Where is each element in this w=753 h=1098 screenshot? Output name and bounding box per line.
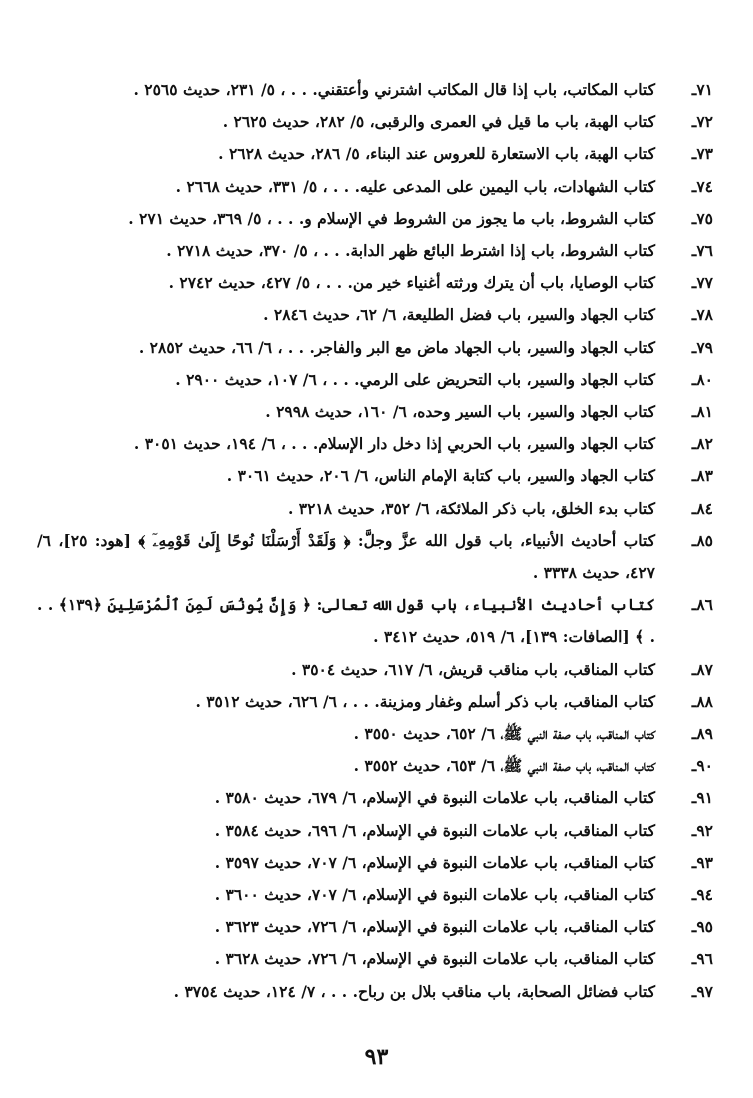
list-item [37, 203, 713, 235]
item-number: ٨٧ـ [691, 659, 713, 679]
list-item [37, 815, 713, 847]
item-text: كتاب المناقب، باب علامات النبوة في الإسلام، ٦/ ٧٢٦، حديث ٣٦٢٨ . [214, 949, 655, 969]
item-number: ٧٨ـ [691, 305, 713, 325]
list-item [37, 299, 713, 331]
item-text: كتاب الشهادات، باب اليمين على المدعى عليه. . . ، ٥/ ٣٣١، حديث ٢٦٦٨ . [175, 176, 655, 196]
list-item [37, 525, 713, 589]
item-number: ٩٦ـ [691, 949, 713, 969]
item-number: ٨٢ـ [691, 434, 713, 454]
item-number: ٨٣ـ [691, 466, 713, 486]
list-item [37, 106, 713, 138]
list-item [37, 493, 713, 525]
item-text: كتاب المناقب، باب علامات النبوة في الإسلام، ٦/ ٧٢٦، حديث ٣٦٢٣ . [214, 917, 655, 937]
item-number: ٩٠ـ [691, 756, 713, 776]
item-number: ٧٦ـ [691, 241, 713, 261]
item-text: كتاب المناقب، باب علامات النبوة في الإسلام، ٦/ ٦٧٩، حديث ٣٥٨٠ . [214, 788, 655, 808]
item-text: كتاب فضائل الصحابة، باب مناقب بلال بن رباح. . . ، ٧/ ١٢٤، حديث ٣٧٥٤ . [173, 981, 655, 1001]
item-text: كتاب الجهاد والسير، باب فضل الطليعة، ٦/ ٦٢، حديث ٢٨٤٦ . [263, 305, 655, 325]
item-number: ٧٩ـ [691, 337, 713, 357]
item-text: كتاب أحاديث الأنبياء، باب قول الله تعالى: ﴿ وَإِنَّ يُونُسَ لَمِنَ ٱلْمُرْسَلِينَ ﴿١٣٩﴾ . . . ﴾ [الصافات: ١٣٩]، ٦/ ٥١٩، حديث ٣٤١٢ . [37, 595, 655, 647]
item-text: كتاب بدء الخلق، باب ذكر الملائكة، ٦/ ٣٥٢، حديث ٣٢١٨ . [287, 498, 655, 518]
list-item [37, 976, 713, 1008]
item-number: ٧٥ـ [691, 208, 713, 228]
item-text: كتاب الشروط، باب ما يجوز من الشروط في الإسلام و. . . ، ٥/ ٣٦٩، حديث ٢٧١ . [128, 208, 655, 228]
item-number: ٧٢ـ [691, 112, 713, 132]
item-number: ٨٦ـ [691, 595, 713, 615]
item-text: كتاب المناقب، باب علامات النبوة في الإسلام، ٦/ ٦٩٦، حديث ٣٥٨٤ . [214, 820, 655, 840]
item-number: ٧١ـ [691, 80, 713, 99]
list-item [37, 750, 713, 782]
list-item [37, 911, 713, 943]
list-item [37, 74, 713, 106]
item-number: ٩٧ـ [691, 981, 713, 1001]
page-number: ٩٣ [364, 1044, 389, 1070]
list-item [37, 782, 713, 814]
item-number: ٨١ـ [691, 402, 713, 422]
list-item [37, 879, 713, 911]
hadith-reference-list [37, 74, 713, 1008]
list-item [37, 718, 713, 750]
item-text: كتاب الجهاد والسير، باب التحريض على الرمي. . . ، ٦/ ١٠٧، حديث ٢٩٠٠ . [175, 369, 655, 389]
item-number: ٩٣ـ [691, 852, 713, 872]
item-number: ٨٨ـ [691, 691, 713, 711]
list-item [37, 138, 713, 170]
item-text: كتاب الجهاد والسير، باب كتابة الإمام الناس، ٦/ ٢٠٦، حديث ٣٠٦١ . [226, 466, 655, 486]
list-item [37, 364, 713, 396]
item-number: ٨٤ـ [691, 498, 713, 518]
list-item [37, 267, 713, 299]
item-number: ٧٤ـ [691, 176, 713, 196]
item-text: كتاب المكاتب، باب إذا قال المكاتب اشترني وأعتقني. . . ، ٥/ ٢٣١، حديث ٢٥٦٥ . [133, 80, 655, 99]
item-text: كتاب المناقب، باب علامات النبوة في الإسلام، ٦/ ٧٠٧، حديث ٣٦٠٠ . [214, 885, 655, 905]
item-text: كتاب المناقب، باب صفة النبي ﷺ، ٦/ ٦٥٢، حديث ٣٥٥٠ . [353, 724, 655, 744]
item-number: ٧٧ـ [691, 273, 713, 293]
item-text: كتاب الهبة، باب ما قيل في العمرى والرقبى، ٥/ ٢٨٢، حديث ٢٦٢٥ . [222, 112, 655, 132]
list-item [37, 428, 713, 460]
list-item [37, 686, 713, 718]
item-text: كتاب أحاديث الأنبياء، باب قول الله عزَّ وجلَّ: ﴿ وَلَقَدْ أَرْسَلْنَا نُوحًا إِلَىٰ قَوْمِهِۦٓ ﴾ [هود: ٢٥]، ٦/ ٤٢٧، حديث ٣٣٣٨ . [37, 530, 656, 583]
item-text: كتاب الجهاد والسير، باب السير وحده، ٦/ ١٦٠، حديث ٢٩٩٨ . [265, 402, 655, 422]
item-text: كتاب المناقب، باب علامات النبوة في الإسلام، ٦/ ٧٠٧، حديث ٣٥٩٧ . [214, 852, 655, 872]
item-text: كتاب المناقب، باب مناقب قريش، ٦/ ٦١٧، حديث ٣٥٠٤ . [291, 659, 655, 679]
item-number: ٨٩ـ [691, 724, 713, 744]
item-text: كتاب الهبة، باب الاستعارة للعروس عند البناء، ٥/ ٢٨٦، حديث ٢٦٢٨ . [218, 144, 655, 164]
list-item [37, 654, 713, 686]
item-number: ٩٥ـ [691, 917, 713, 937]
item-text: كتاب الشروط، باب إذا اشترط البائع ظهر الدابة. . . ، ٥/ ٣٧٠، حديث ٢٧١٨ . [166, 241, 655, 261]
item-number: ٨٠ـ [691, 369, 713, 389]
item-text: كتاب المناقب، باب صفة النبي ﷺ، ٦/ ٦٥٣، حديث ٣٥٥٢ . [353, 756, 655, 776]
item-number: ٩٢ـ [691, 820, 713, 840]
item-text: كتاب الجهاد والسير، باب الحربي إذا دخل دار الإسلام. . . ، ٦/ ١٩٤، حديث ٣٠٥١ . [133, 434, 655, 454]
list-item [37, 235, 713, 267]
item-text: كتاب الجهاد والسير، باب الجهاد ماض مع البر والفاجر. . . ، ٦/ ٦٦، حديث ٢٨٥٢ . [138, 337, 655, 357]
list-item [37, 943, 713, 975]
list-item [37, 847, 713, 879]
item-number: ٩٤ـ [691, 885, 713, 905]
item-text: كتاب المناقب، باب ذكر أسلم وغفار ومزينة. . . ، ٦/ ٦٢٦، حديث ٣٥١٢ . [195, 691, 655, 711]
item-text: كتاب الوصايا، باب أن يترك ورثته أغنياء خير من. . . ، ٥/ ٤٢٧، حديث ٢٧٤٢ . [168, 273, 655, 293]
list-item [37, 171, 713, 203]
list-item [37, 589, 713, 653]
list-item [37, 332, 713, 364]
item-number: ٩١ـ [691, 788, 713, 808]
item-number: ٨٥ـ [691, 530, 713, 550]
list-item [37, 460, 713, 492]
item-number: ٧٣ـ [691, 144, 713, 164]
list-item [37, 396, 713, 428]
